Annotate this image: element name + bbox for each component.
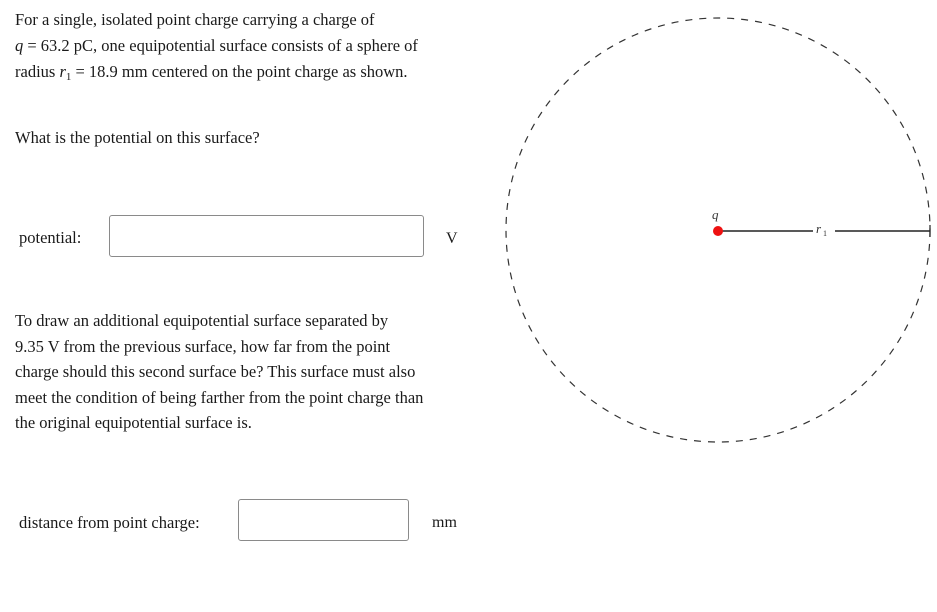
question-potential: What is the potential on this surface? — [15, 128, 260, 147]
question-distance — [15, 308, 475, 436]
distance-label: distance from point charge: — [19, 513, 200, 532]
point-charge — [713, 226, 723, 236]
intro-line-2 — [15, 33, 475, 59]
radius-suffix: = 18.9 mm centered on the point charge as shown. — [71, 62, 408, 81]
potential-unit: V — [446, 230, 458, 247]
problem-intro — [15, 7, 475, 90]
question2-line-3: charge should this second surface be? This surface must also — [15, 362, 416, 381]
radius-label-subscript: 1 — [823, 229, 827, 238]
intro-line-3 — [15, 59, 475, 90]
potential-label: potential: — [19, 228, 82, 247]
r-subscript: 1 — [65, 71, 72, 83]
distance-unit: mm — [432, 514, 457, 531]
charge-label: q — [712, 207, 719, 222]
question2-line-2: 9.35 V from the previous surface, how far from the point — [15, 336, 391, 356]
radius-label: r — [816, 221, 822, 236]
potential-input[interactable] — [109, 215, 424, 257]
question2-line-4: meet the condition of being farther from the point charge than — [15, 387, 424, 407]
intro-line-1: For a single, isolated point charge carrying a charge of — [15, 10, 375, 29]
r-symbol: r — [59, 62, 66, 81]
q-symbol: q — [15, 36, 24, 55]
radius-prefix: radius — [15, 62, 60, 81]
question2-line-5: the original equipotential surface is. — [15, 413, 252, 432]
q-value-text: = 63.2 pC, one equipotential surface consists of a sphere of — [23, 36, 418, 55]
distance-input[interactable] — [238, 499, 409, 541]
question2-line-1: To draw an additional equipotential surface separated by — [15, 311, 389, 330]
equipotential-figure — [495, 0, 937, 612]
